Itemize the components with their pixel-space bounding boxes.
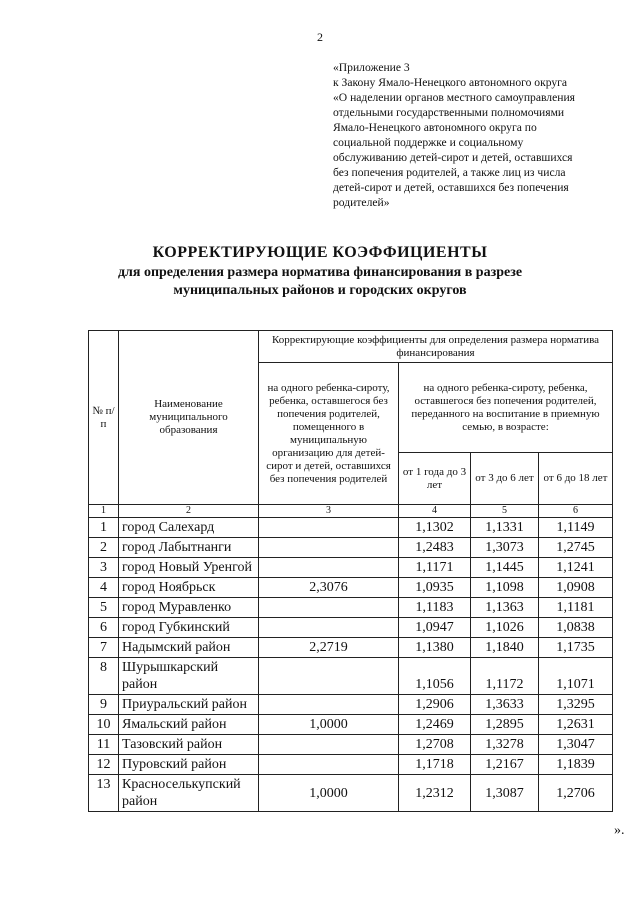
row-number: 4 <box>89 578 119 598</box>
appendix-note <box>333 60 633 210</box>
municipality-name: Шурышкарский район <box>119 658 259 695</box>
coef-age-3-6: 1,1172 <box>471 658 539 695</box>
index-cell: 5 <box>471 505 539 518</box>
header-age-3-6: от 3 до 6 лет <box>471 453 539 505</box>
coef-institution <box>259 695 399 715</box>
appendix-line: обслуживанию детей-сирот и детей, оставшихся <box>333 151 573 164</box>
table-row <box>89 538 613 558</box>
document-subtitle-2: муниципальных районов и городских округов <box>173 283 467 298</box>
row-number: 11 <box>89 735 119 755</box>
coef-institution: 2,3076 <box>259 578 399 598</box>
municipality-name: город Лабытнанги <box>119 538 259 558</box>
coef-age-1-3: 1,2708 <box>399 735 471 755</box>
coef-age-6-18: 1,1071 <box>539 658 613 695</box>
row-number: 13 <box>89 775 119 812</box>
coef-institution <box>259 518 399 538</box>
header-institution: на одного ребенка-сироту, ребенка, оставшегося без попечения родителей, помещенного в муниципальную организацию для детей-сирот и детей, оставшихся без попечения родителей <box>259 363 399 505</box>
table-row <box>89 775 613 812</box>
coef-age-3-6: 1,2895 <box>471 715 539 735</box>
coef-age-6-18: 1,2745 <box>539 538 613 558</box>
table-row <box>89 658 613 695</box>
coef-age-1-3: 1,1056 <box>399 658 471 695</box>
coef-institution <box>259 558 399 578</box>
index-cell: 2 <box>119 505 259 518</box>
coef-age-1-3: 1,2906 <box>399 695 471 715</box>
coef-age-1-3: 1,1183 <box>399 598 471 618</box>
row-number: 2 <box>89 538 119 558</box>
coef-age-6-18: 1,3047 <box>539 735 613 755</box>
index-cell: 4 <box>399 505 471 518</box>
index-cell: 3 <box>259 505 399 518</box>
appendix-line: родителей» <box>333 196 390 209</box>
appendix-line: отдельными государственными полномочиями <box>333 106 565 119</box>
coef-institution <box>259 618 399 638</box>
coef-age-3-6: 1,1840 <box>471 638 539 658</box>
row-number: 12 <box>89 755 119 775</box>
coef-age-3-6: 1,1363 <box>471 598 539 618</box>
municipality-name: Надымский район <box>119 638 259 658</box>
header-num: № п/п <box>89 331 119 505</box>
table-row <box>89 715 613 735</box>
document-title: КОРРЕКТИРУЮЩИЕ КОЭФФИЦИЕНТЫ <box>152 244 488 261</box>
coef-age-1-3: 1,1171 <box>399 558 471 578</box>
coef-age-3-6: 1,1098 <box>471 578 539 598</box>
municipality-name: Ямальский район <box>119 715 259 735</box>
coef-age-3-6: 1,1026 <box>471 618 539 638</box>
coef-institution: 1,0000 <box>259 715 399 735</box>
appendix-line: социальной поддержке и социальному <box>333 136 524 149</box>
table-row <box>89 755 613 775</box>
coef-age-6-18: 1,1241 <box>539 558 613 578</box>
row-number: 8 <box>89 658 119 695</box>
coef-age-6-18: 1,1839 <box>539 755 613 775</box>
coef-age-6-18: 1,3295 <box>539 695 613 715</box>
coef-institution <box>259 658 399 695</box>
coef-institution <box>259 735 399 755</box>
coef-institution: 1,0000 <box>259 775 399 812</box>
coef-institution: 2,2719 <box>259 638 399 658</box>
municipality-name: город Ноябрьск <box>119 578 259 598</box>
document-subtitle: для определения размера норматива финансирования в разрезе <box>117 265 523 280</box>
table-row <box>89 618 613 638</box>
coef-age-3-6: 1,3087 <box>471 775 539 812</box>
table-row <box>89 598 613 618</box>
coef-age-6-18: 1,2631 <box>539 715 613 735</box>
coef-age-1-3: 1,1380 <box>399 638 471 658</box>
index-cell: 6 <box>539 505 613 518</box>
coef-age-1-3: 1,2469 <box>399 715 471 735</box>
table-row <box>89 695 613 715</box>
coef-age-3-6: 1,2167 <box>471 755 539 775</box>
coef-age-6-18: 1,1149 <box>539 518 613 538</box>
coef-institution <box>259 755 399 775</box>
coef-institution <box>259 598 399 618</box>
coef-age-1-3: 1,2483 <box>399 538 471 558</box>
header-group: Корректирующие коэффициенты для определения размера норматива финансирования <box>259 331 613 363</box>
coef-age-3-6: 1,1331 <box>471 518 539 538</box>
coef-age-6-18: 1,1181 <box>539 598 613 618</box>
table-row <box>89 638 613 658</box>
municipality-name: Пуровский район <box>119 755 259 775</box>
table-row <box>89 558 613 578</box>
appendix-line: «О наделении органов местного самоуправления <box>333 91 575 104</box>
row-number: 5 <box>89 598 119 618</box>
row-number: 1 <box>89 518 119 538</box>
row-number: 6 <box>89 618 119 638</box>
coef-age-1-3: 1,0935 <box>399 578 471 598</box>
coef-age-6-18: 1,0908 <box>539 578 613 598</box>
closing-quote: ». <box>614 823 625 838</box>
coef-age-3-6: 1,1445 <box>471 558 539 578</box>
row-number: 9 <box>89 695 119 715</box>
coef-age-1-3: 1,1718 <box>399 755 471 775</box>
coef-age-6-18: 1,2706 <box>539 775 613 812</box>
coef-age-3-6: 1,3633 <box>471 695 539 715</box>
municipality-name: город Новый Уренгой <box>119 558 259 578</box>
coef-age-1-3: 1,2312 <box>399 775 471 812</box>
municipality-name: город Губкинский <box>119 618 259 638</box>
coef-age-1-3: 1,0947 <box>399 618 471 638</box>
appendix-line: без попечения родителей, а также лиц из числа <box>333 166 566 179</box>
page-number: 2 <box>317 30 323 44</box>
table-row <box>89 578 613 598</box>
municipality-name: Тазовский район <box>119 735 259 755</box>
row-number: 3 <box>89 558 119 578</box>
municipality-name: Приуральский район <box>119 695 259 715</box>
appendix-line: «Приложение 3 <box>333 61 410 74</box>
table-row <box>89 518 613 538</box>
municipality-name: Красноселькупский район <box>119 775 259 812</box>
coef-age-3-6: 1,3073 <box>471 538 539 558</box>
header-age-6-18: от 6 до 18 лет <box>539 453 613 505</box>
coef-institution <box>259 538 399 558</box>
header-name: Наименование муниципального образования <box>119 331 259 505</box>
coefficients-table <box>88 330 613 812</box>
appendix-line: детей-сирот и детей, оставшихся без попечения <box>333 181 569 194</box>
municipality-name: город Салехард <box>119 518 259 538</box>
coef-age-6-18: 1,0838 <box>539 618 613 638</box>
appendix-line: Ямало-Ненецкого автономного округа по <box>333 121 537 134</box>
appendix-line: к Закону Ямало-Ненецкого автономного округа <box>333 76 568 89</box>
row-number: 10 <box>89 715 119 735</box>
municipality-name: город Муравленко <box>119 598 259 618</box>
header-foster: на одного ребенка-сироту, ребенка, оставшегося без попечения родителей, переданного на воспитание в приемную семью, в возрасте: <box>399 363 613 453</box>
index-cell: 1 <box>89 505 119 518</box>
coef-age-3-6: 1,3278 <box>471 735 539 755</box>
coef-age-6-18: 1,1735 <box>539 638 613 658</box>
header-age-1-3: от 1 года до 3 лет <box>399 453 471 505</box>
table-row <box>89 735 613 755</box>
coef-age-1-3: 1,1302 <box>399 518 471 538</box>
row-number: 7 <box>89 638 119 658</box>
